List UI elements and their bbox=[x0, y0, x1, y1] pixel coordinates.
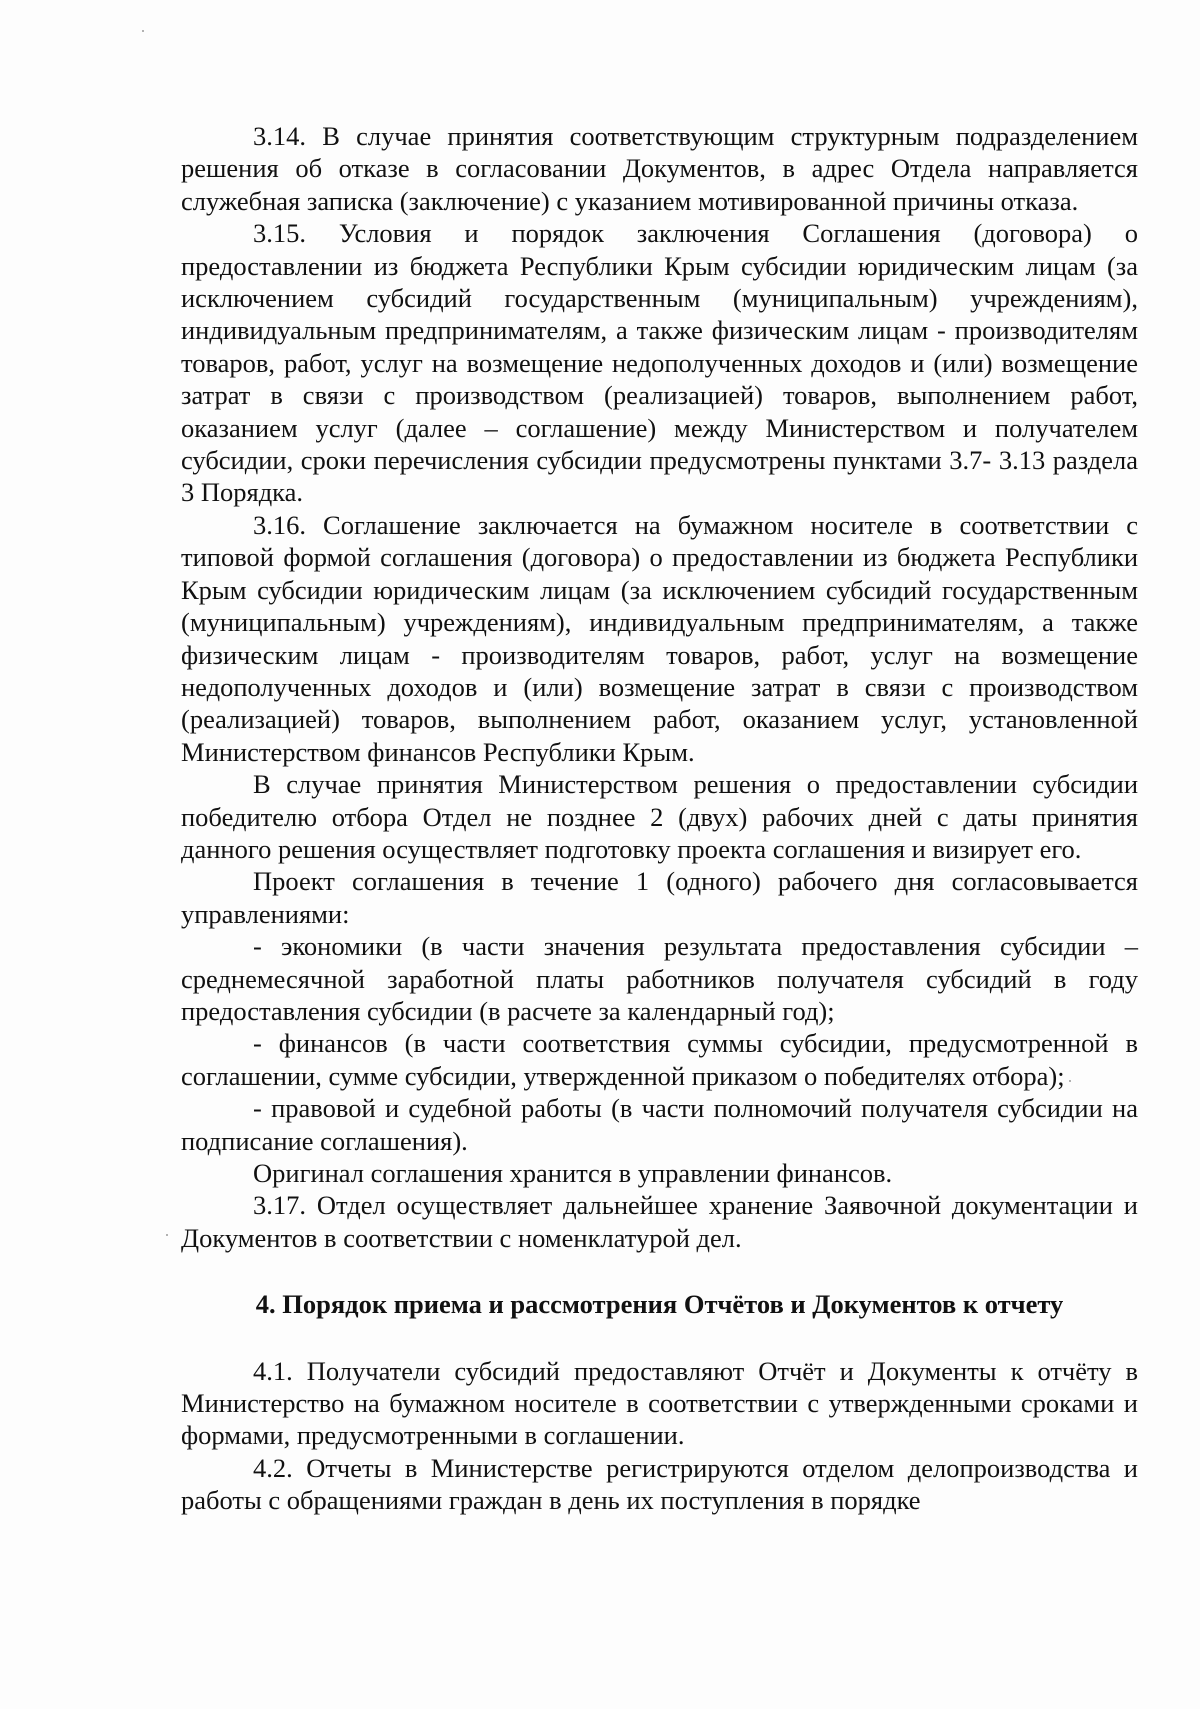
scan-speck bbox=[142, 30, 144, 32]
paragraph-3-15: 3.15. Условия и порядок заключения Соглашения (договора) о предоставлении из бюджета Республики Крым субсидии юридическим лицам (за исключением субсидий государственным (муниципальным) учреждениям), индивидуальным предпринимателям, а также физическим лицам - производителям товаров, работ, услуг на возмещение недополученных доходов и (или) возмещение затрат в связи с производством (реализацией) товаров, выполнением работ, оказанием услуг (далее – соглашение) между Министерством и получателем субсидии, сроки перечисления субсидии предусмотрены пунктами 3.7- 3.13 раздела 3 Порядка. bbox=[181, 218, 1138, 508]
document-body bbox=[181, 120, 1138, 1517]
paragraph-original-storage: Оригинал соглашения хранится в управлении финансов. bbox=[253, 1158, 893, 1188]
paragraph-3-17: 3.17. Отдел осуществляет дальнейшее хранение Заявочной документации и Документов в соответствии с номенклатурой дел. bbox=[181, 1190, 1138, 1253]
paragraph-draft-agreement: Проект соглашения в течение 1 (одного) рабочего дня согласовывается управлениями: bbox=[181, 866, 1138, 929]
list-item-legal: - правовой и судебной работы (в части полномочий получателя субсидии на подписание соглашения). bbox=[181, 1093, 1138, 1156]
paragraph-4-2: 4.2. Отчеты в Министерстве регистрируются отделом делопроизводства и работы с обращениями граждан в день их поступления в порядке bbox=[181, 1452, 1138, 1516]
scan-speck bbox=[166, 1234, 168, 1236]
paragraph-3-14: 3.14. В случае принятия соответствующим структурным подразделением решения об отказе в согласовании Документов, в адрес Отдела направляется служебная записка (заключение) с указанием мотивированной причины отказа. bbox=[181, 121, 1138, 216]
list-item-finance: - финансов (в части соответствия суммы субсидии, предусмотренной в соглашении, сумме субсидии, утвержденной приказом о победителях отбора); bbox=[181, 1028, 1138, 1091]
section-heading: 4. Порядок приема и рассмотрения Отчётов и Документов к отчету bbox=[255, 1289, 1064, 1320]
paragraph-4-1: 4.1. Получатели субсидий предоставляют Отчёт и Документы к отчёту в Министерство на бумажном носителе в соответствии с утвержденными сроками и формами, предусмотренными в соглашении. bbox=[181, 1355, 1138, 1451]
list-item-economics: - экономики (в части значения результата предоставления субсидии – среднемесячной заработной платы работников получателя субсидий в году предоставления субсидии (в расчете за календарный год); bbox=[181, 931, 1138, 1026]
paragraph-approval-decision: В случае принятия Министерством решения о предоставлении субсидии победителю отбора Отдел не позднее 2 (двух) рабочих дней с даты принятия данного решения осуществляет подготовку проекта соглашения и визирует его. bbox=[181, 769, 1138, 864]
paragraph-3-16: 3.16. Соглашение заключается на бумажном носителе в соответствии с типовой формой соглашения (договора) о предоставлении из бюджета Республики Крым субсидии юридическим лицам (за исключением субсидий государственным (муниципальным) учреждениям), индивидуальным предпринимателям, а также физическим лицам - производителям товаров, работ, услуг на возмещение недополученных доходов и (или) возмещение затрат в связи с производством (реализацией) товаров, выполнением работ, оказанием услуг, установленной Министерством финансов Республики Крым. bbox=[181, 509, 1138, 767]
